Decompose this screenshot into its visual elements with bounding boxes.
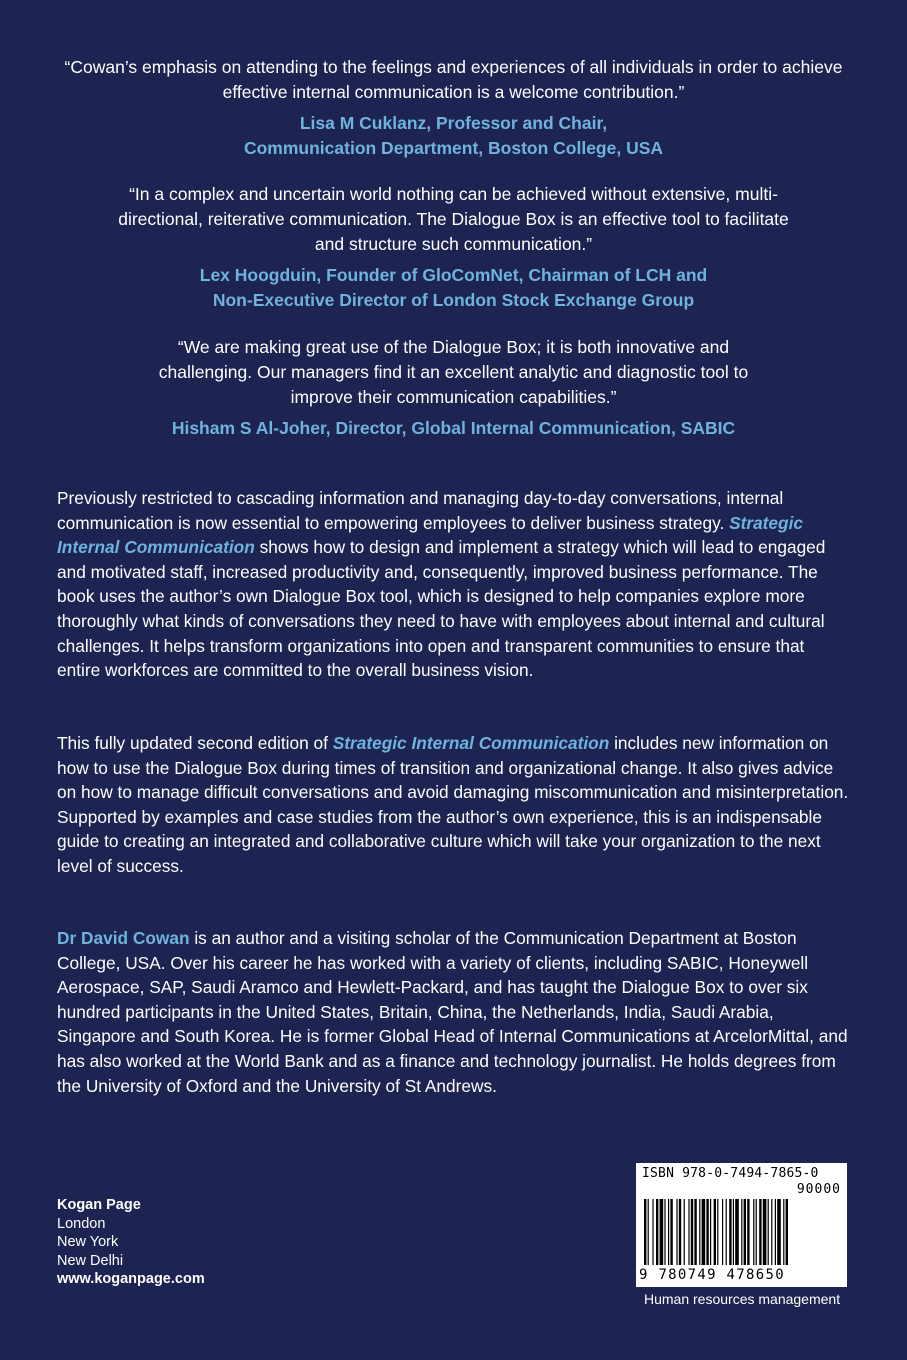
quote-1 [60, 55, 847, 161]
barcode-bar [733, 1199, 734, 1265]
barcode-bar [777, 1199, 781, 1265]
barcode-bar [648, 1199, 649, 1265]
attribution-line: Lisa M Cuklanz, Professor and Chair, [299, 113, 608, 133]
barcode-bar [676, 1199, 677, 1265]
publisher-city: New York [57, 1234, 119, 1250]
barcode-bar [783, 1199, 784, 1265]
barcode-digits: 9 780749 478650 [639, 1267, 785, 1283]
barcode-bar [644, 1199, 646, 1265]
barcode-bar [691, 1199, 693, 1265]
publisher-city: New Delhi [57, 1252, 124, 1269]
quote-text: “Cowan’s emphasis on attending to the feelings and experiences of all individuals in order to achieve effective internal communication is a welcome contribution.” [64, 57, 843, 102]
quote-text: “In a complex and uncertain world nothing can be achieved without extensive, multi-directional, reiterative communication. The Dialogue Box is an effective tool to facilitate and structure such communication.” [118, 184, 789, 254]
price-code: 90000 [796, 1182, 841, 1197]
barcode-bar [702, 1199, 706, 1265]
quote-attribution [60, 416, 847, 441]
publisher-name: Kogan Page [57, 1197, 141, 1213]
quote-attribution [60, 263, 847, 313]
barcode-bar [735, 1199, 739, 1265]
attribution-line: Non-Executive Director of London Stock Exchange Group [212, 290, 695, 310]
barcode-bar [706, 1199, 708, 1265]
category-label: Human resources management [644, 1291, 841, 1307]
barcode-bar [726, 1199, 727, 1265]
barcode-bar [753, 1199, 754, 1265]
attribution-line: Lex Hoogduin, Founder of GloComNet, Chairman of LCH and [199, 265, 708, 285]
barcode-bar [656, 1199, 658, 1265]
barcode-bar [668, 1199, 669, 1265]
barcode-bar [763, 1199, 767, 1265]
barcode-bar [699, 1199, 700, 1265]
barcode-bar [729, 1199, 731, 1265]
quote-text: “We are making great use of the Dialogue Box; it is both innovative and challenging. Our managers find it an excellent analytic and diagnostic tool to improve their communication capabilities.” [158, 337, 749, 407]
book-title: Strategic Internal Communication [57, 512, 804, 558]
barcode-bar [756, 1199, 757, 1265]
barcode-bar [694, 1199, 696, 1265]
barcode-bar [710, 1199, 711, 1265]
quote-2 [60, 182, 847, 313]
publisher-info [57, 1196, 205, 1289]
publisher-city: London [57, 1215, 106, 1232]
description-paragraph-2: This fully updated second edition of Strategic Internal Communication includes new information on how to use the Dialogue Box during times of transition and organizational change. It also gives advice on how to manage difficult conversations and avoid damaging miscommunication and misinterpretation. Supported by examples and case studies from the author’s own experience, this is an indispensable guide to creating an integrated and collaborative culture which will take your organization to the next level of success. [57, 733, 849, 876]
barcode-bar [684, 1199, 685, 1265]
barcode-bar [679, 1199, 681, 1265]
barcode-bar [652, 1199, 653, 1265]
barcode-bar [759, 1199, 761, 1265]
author-name: Dr David Cowan [57, 928, 190, 948]
publisher-website: www.koganpage.com [57, 1271, 205, 1287]
barcode-bars [644, 1199, 840, 1265]
barcode-bar [714, 1199, 716, 1265]
description-paragraph-1: Previously restricted to cascading information and managing day-to-day conversations, internal communication is now essential to empowering employees to deliver business strategy. Strategic Internal Communication shows how to design and implement a strategy which will lead to engaged and motivated staff, increased productivity and, consequently, improved business performance. The book uses the author’s own Dialogue Box tool, which is designed to help companies explore more thoroughly what kinds of conversations they need to have with employees about internal and cultural challenges. It helps transform organizations into open and transparent communities to ensure that entire workforces are committed to the overall business vision. [57, 488, 826, 681]
barcode-bar [771, 1199, 772, 1265]
barcode-bar [660, 1199, 664, 1265]
barcode-bar [717, 1199, 718, 1265]
barcode-bar [768, 1199, 769, 1265]
barcode-bar [741, 1199, 742, 1265]
barcode-bar [664, 1199, 665, 1265]
barcode [636, 1163, 847, 1287]
barcode-bar [744, 1199, 746, 1265]
barcode-bar [670, 1199, 672, 1265]
attribution-line: Communication Department, Boston College, USA [243, 138, 664, 158]
book-title: Strategic Internal Communication [332, 733, 610, 753]
quote-3 [60, 335, 847, 441]
author-bio: Dr David Cowan is an author and a visiting scholar of the Communication Department at Boston College, USA. Over his career he has worked with a variety of clients, including SABIC, Honeywell Aerospace, SAP, Saudi Aramco and Hewlett-Packard, and has taught the Dialogue Box to over six hundred participants in the United States, Britain, China, the Netherlands, India, Saudi Arabia, Singapore and South Korea. He is former Global Head of Internal Communications at ArcelorMittal, and has also worked at the World Bank and as a finance and technology journalist. He holds degrees from the University of Oxford and the University of St Andrews. [57, 928, 848, 1096]
barcode-bar [688, 1199, 689, 1265]
isbn-text: ISBN 978-0-7494-7865-0 [642, 1166, 819, 1181]
barcode-bar [786, 1199, 788, 1265]
quote-attribution [60, 111, 847, 161]
barcode-bar [775, 1199, 776, 1265]
barcode-bar [722, 1199, 723, 1265]
attribution-line: Hisham S Al-Joher, Director, Global Internal Communication, SABIC [171, 418, 736, 438]
barcode-bar [747, 1199, 749, 1265]
